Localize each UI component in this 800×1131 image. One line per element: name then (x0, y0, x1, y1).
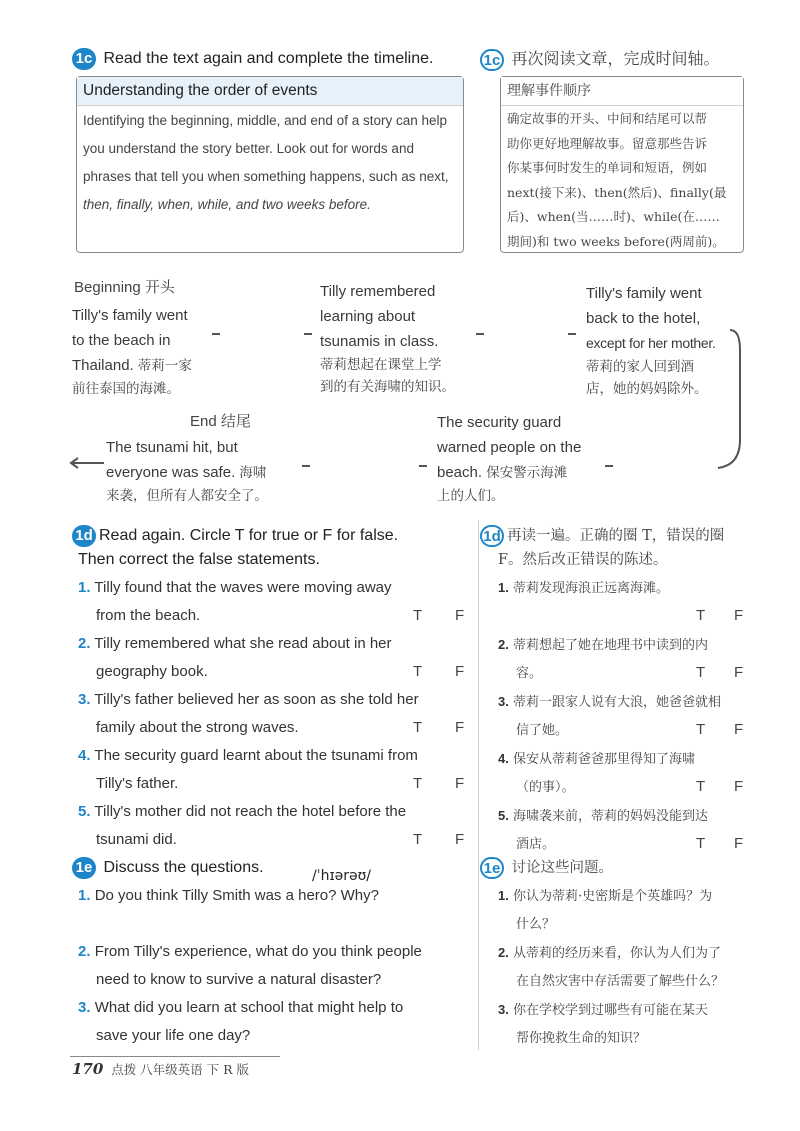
statement-5: 5. Tilly's mother did not reach the hotel before the tsunami did. T F (78, 803, 465, 848)
timeline-event-1: Tilly's family went to the beach in Thailand. 蒂莉一家 前往泰国的海滩。 (72, 307, 192, 397)
section-1e-heading: 1e Discuss the questions. (72, 856, 264, 880)
section-badge-1d: 1d (72, 525, 96, 547)
statement-3: 3. Tilly's father believed her as soon as she told her family about the strong waves. T F (78, 691, 465, 736)
cn-section-badge-1d: 1d (480, 525, 504, 547)
section-1c-heading: 1c Read the text again and complete the timeline. (72, 47, 433, 71)
cn-statement-2: 2. 蒂莉想起了她在地理书中读到的内 容。 T F (498, 637, 744, 681)
false-option[interactable]: F (734, 721, 744, 738)
true-option[interactable]: T (413, 663, 423, 680)
book-title: 点拨 八年级英语 下 R 版 (111, 1062, 250, 1077)
timeline-connector (304, 333, 312, 335)
statement-2: 2. Tilly remembered what she read about in her geography book. T F (78, 635, 465, 680)
question-2: 2. From Tilly's experience, what do you think people (78, 943, 422, 960)
statement-1: 1. Tilly found that the waves were moving away from the beach. T F (78, 579, 465, 624)
timeline-event-3: Tilly's family went back to the hotel, except for her mother. 蒂莉的家人回到酒 店，她的妈妈除外。 (586, 285, 716, 397)
timeline-event-4: The security guard warned people on the beach. 保安警示海滩 上的人们。 (437, 414, 582, 504)
cn-discussion-list: 1. 你认为蒂莉·史密斯是个英雄吗？为 什么？ 2. 从蒂莉的经历来看，你认为人们为了 在自然灾害中存活需要了解些什么？ 3. 你在学校学到过哪些有可能在某天 帮你挽救生命的知识？ (498, 882, 748, 1053)
true-option[interactable]: T (413, 775, 423, 792)
timeline-end-label: End 结尾 (190, 413, 251, 430)
question-1: 1. Do you think Tilly Smith was a hero? Why? (78, 887, 379, 904)
true-option[interactable]: T (413, 831, 423, 848)
cn-question-3: 3. 你在学校学到过哪些有可能在某天 (498, 1002, 708, 1018)
timeline-connector (212, 333, 220, 335)
statement-4: 4. The security guard learnt about the tsunami from Tilly's father. T F (78, 747, 465, 792)
false-option[interactable]: F (734, 778, 744, 795)
timeline-beginning-label: Beginning 开头 (74, 279, 175, 296)
cn-true-false-list (498, 574, 746, 859)
timeline-end-arrow-icon (66, 455, 106, 471)
timeline-connector (419, 465, 427, 467)
footer-rule (70, 1056, 280, 1057)
section-badge-1e: 1e (72, 857, 96, 879)
cn-strategy-box-title: 理解事件顺序 (501, 77, 743, 106)
timeline-event-2: Tilly remembered learning about tsunamis in class. 蒂莉想起在课堂上学 到的有关海啸的知识。 (320, 283, 455, 395)
cn-strategy-box: 理解事件顺序 确定故事的开头、中间和结尾可以帮 助你更好地理解故事。留意那些告诉 你某事何时发生的单词和短语，例如 next(接下来)、then(然后)、finally(最 后)、when(当……时)、while(在…… 期间)和 two weeks before(两周前)。 (500, 76, 744, 253)
cn-section-badge-1e: 1e (480, 857, 504, 879)
cn-section-badge-1c: 1c (480, 49, 504, 71)
cn-statement-3: 3. 蒂莉一跟家人说有大浪，她爸爸就相 信了她。 T F (498, 694, 744, 738)
cn-section-1d-heading: 1d 再读一遍。正确的圈 T，错误的圈 F。然后改正错误的陈述。 (480, 524, 724, 572)
strategy-box (76, 76, 464, 253)
timeline-connector (605, 465, 613, 467)
cn-statement-1: 1. 蒂莉发现海浪正远离海滩。 T F (498, 580, 744, 624)
timeline-connector (476, 333, 484, 335)
true-false-list (78, 574, 466, 854)
cn-statement-5: 5. 海啸袭来前，蒂莉的妈妈没能到达 酒店。 T F (498, 808, 744, 852)
cn-question-1: 1. 你认为蒂莉·史密斯是个英雄吗？为 (498, 888, 713, 904)
strategy-box-title: Understanding the order of events (77, 77, 463, 106)
phonetic-hero: /ˈhɪərəʊ/ (312, 868, 371, 884)
section-1d-heading: 1d Read again. Circle T for true or F for false. Then correct the false statements. (72, 524, 398, 572)
false-option[interactable]: F (455, 607, 465, 624)
column-divider (478, 520, 479, 1050)
false-option[interactable]: F (455, 663, 465, 680)
false-option[interactable]: F (455, 775, 465, 792)
true-option[interactable]: T (696, 721, 706, 738)
timeline-connector (568, 333, 576, 335)
timeline-event-5: The tsunami hit, but everyone was safe. 海啸 来袭，但所有人都安全了。 (106, 439, 268, 504)
true-option[interactable]: T (413, 607, 423, 624)
false-option[interactable]: F (734, 664, 744, 681)
discussion-list: 1. Do you think Tilly Smith was a hero? Why? 2. From Tilly's experience, what do you think people need to know to survive a natural disaster? 3. What did you learn at school that might help to save your life one day? (78, 882, 468, 1050)
timeline-return-arrow (600, 320, 750, 480)
false-option[interactable]: F (455, 831, 465, 848)
true-option[interactable]: T (413, 719, 423, 736)
cn-question-2: 2. 从蒂莉的经历来看，你认为人们为了 (498, 945, 721, 961)
true-option[interactable]: T (696, 835, 706, 852)
question-3: 3. What did you learn at school that might help to (78, 999, 404, 1016)
page-number: 170 (72, 1060, 104, 1078)
cn-section-1c-heading: 1c 再次阅读文章，完成时间轴。 (480, 47, 719, 72)
timeline-connector (302, 465, 310, 467)
true-option[interactable]: T (696, 607, 706, 624)
false-option[interactable]: F (455, 719, 465, 736)
true-option[interactable]: T (696, 778, 706, 795)
cn-statement-4: 4. 保安从蒂莉爸爸那里得知了海啸 （的事）。 T F (498, 751, 744, 795)
page-footer (72, 1060, 249, 1078)
strategy-box-body: Identifying the beginning, middle, and end of a story can help you understand the story better. Look out for words and phrases that tell you when something happens, such as next, then, finally, when, while, and two weeks before. (83, 113, 449, 212)
section-badge-1c: 1c (72, 48, 96, 70)
false-option[interactable]: F (734, 835, 744, 852)
true-option[interactable]: T (696, 664, 706, 681)
false-option[interactable]: F (734, 607, 744, 624)
cn-section-1e-heading: 1e 讨论这些问题。 (480, 856, 613, 880)
